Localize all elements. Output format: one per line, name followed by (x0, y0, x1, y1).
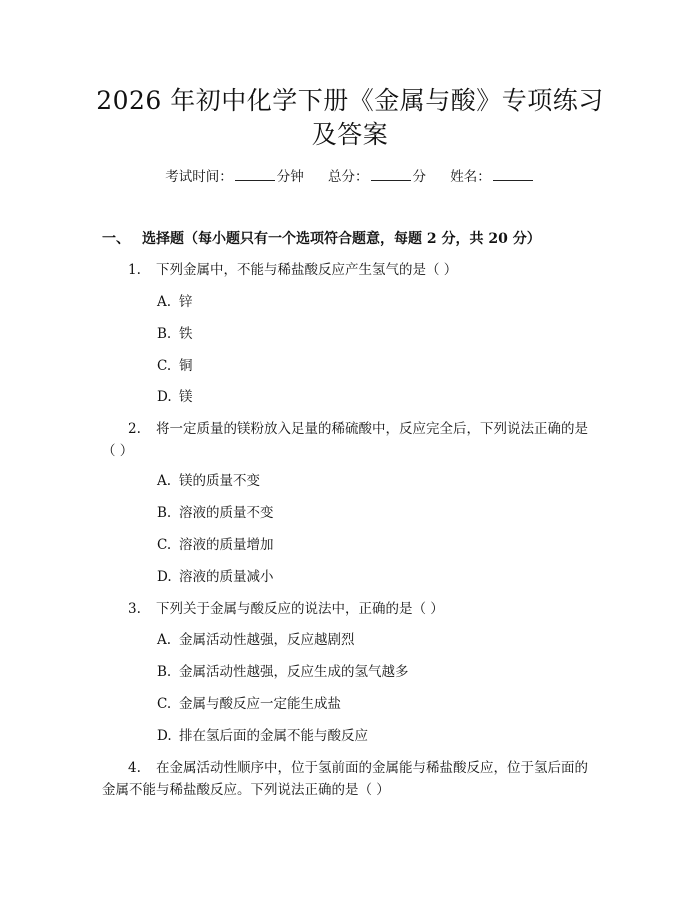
question-number: 1. (128, 262, 141, 278)
question-1-option-b (157, 324, 193, 344)
question-2-option-d (157, 567, 274, 587)
question-3-option-a (157, 630, 355, 650)
question-3-option-d (157, 726, 368, 746)
section-number: 一、 (102, 231, 130, 247)
exam-time-unit: 分钟 (276, 169, 304, 185)
question-1 (102, 259, 600, 281)
question-text: 将一定质量的镁粉放入足量的稀硫酸中，反应完全后，下列说法正确的是（ ） (102, 421, 588, 459)
option-letter: D. (157, 389, 172, 405)
option-letter: D. (157, 569, 172, 585)
total-score-label: 总分： (328, 169, 369, 185)
question-4 (102, 757, 600, 801)
question-number: 2. (128, 421, 141, 437)
option-text: 排在氢后面的金属不能与酸反应 (179, 728, 368, 744)
option-text: 金属与酸反应一定能生成盐 (179, 696, 341, 712)
student-name-blank (493, 167, 533, 181)
question-1-option-c (157, 356, 193, 376)
total-score-blank (371, 167, 411, 181)
question-2 (102, 418, 600, 462)
option-letter: A. (157, 632, 172, 648)
option-letter: C. (157, 358, 172, 374)
section-title: 选择题（每小题只有一个选项符合题意，每题 2 分，共 20 分） (142, 231, 541, 247)
question-text: 在金属活动性顺序中，位于氢前面的金属能与稀盐酸反应，位于氢后面的金属不能与稀盐酸反应。下列说法正确的是（ ） (102, 760, 588, 798)
question-text: 下列关于金属与酸反应的说法中，正确的是（ ） (156, 601, 444, 617)
question-3 (102, 598, 600, 620)
option-text: 溶液的质量减小 (179, 569, 274, 585)
option-text: 铜 (179, 358, 193, 374)
page-title-continued: 及答案 (311, 120, 389, 149)
option-text: 金属活动性越强，反应越剧烈 (179, 632, 355, 648)
question-number: 4. (128, 760, 141, 776)
option-letter: B. (157, 505, 172, 521)
section-heading (102, 229, 541, 249)
exam-time-label: 考试时间： (165, 169, 233, 185)
option-letter: A. (157, 473, 172, 489)
question-2-option-c (157, 535, 274, 555)
option-text: 金属活动性越强，反应生成的氢气越多 (179, 664, 409, 680)
option-letter: D. (157, 728, 172, 744)
option-letter: C. (157, 537, 172, 553)
student-name-label: 姓名： (450, 169, 491, 185)
question-number: 3. (128, 601, 141, 617)
question-text: 下列金属中，不能与稀盐酸反应产生氢气的是（ ） (156, 262, 458, 278)
question-2-option-a (157, 471, 260, 491)
question-1-option-a (157, 292, 193, 312)
option-text: 镁 (179, 389, 193, 405)
option-text: 溶液的质量不变 (179, 505, 274, 521)
option-letter: B. (157, 664, 172, 680)
option-text: 溶液的质量增加 (179, 537, 274, 553)
exam-time-field (165, 169, 308, 185)
option-text: 铁 (179, 326, 193, 342)
total-score-field (328, 169, 430, 185)
option-letter: C. (157, 696, 172, 712)
question-3-option-c (157, 694, 341, 714)
student-name-field (450, 169, 535, 185)
page-title: 2026 年初中化学下册《金属与酸》专项练习 (96, 86, 604, 115)
option-text: 镁的质量不变 (179, 473, 260, 489)
exam-time-blank (235, 167, 275, 181)
question-2-option-b (157, 503, 274, 523)
option-text: 锌 (179, 294, 193, 310)
total-score-unit: 分 (412, 169, 426, 185)
exam-info-line (0, 167, 700, 187)
question-3-option-b (157, 662, 409, 682)
option-letter: B. (157, 326, 172, 342)
question-1-option-d (157, 387, 193, 407)
option-letter: A. (157, 294, 172, 310)
